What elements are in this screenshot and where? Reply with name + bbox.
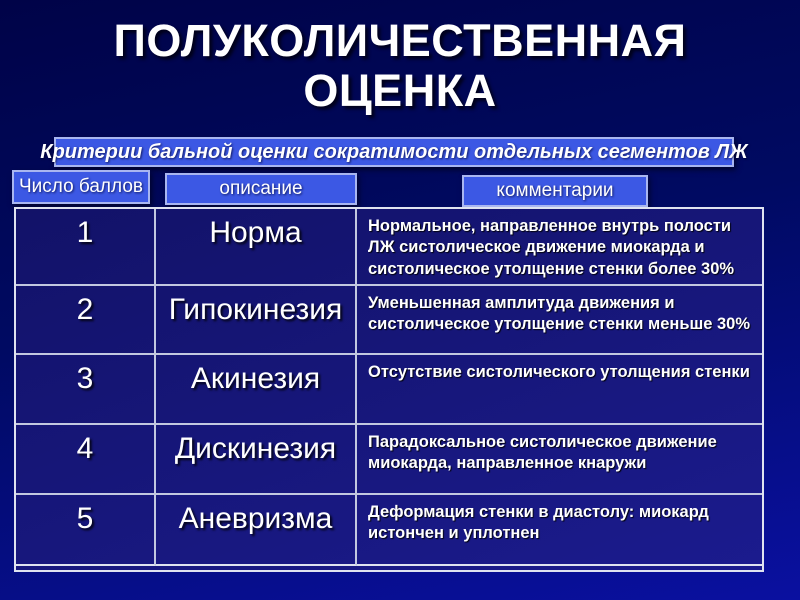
slide-title: ПОЛУКОЛИЧЕСТВЕННАЯ ОЦЕНКА [113, 15, 687, 116]
table-cell-name: Дискинезия [156, 425, 357, 495]
table-cell-name: Норма [156, 209, 357, 286]
subtitle-banner [40, 137, 748, 167]
column-header-score-label: Число баллов [19, 176, 143, 197]
table-cell-name: Акинезия [156, 355, 357, 425]
table-cell-comment: Деформация стенки в диастолу: миокард истончен и уплотнен [357, 495, 762, 566]
column-header-score [12, 170, 150, 204]
column-header-description [165, 173, 357, 205]
table-cell-comment: Парадоксальное систолическое движение миокарда, направленное кнаружи [357, 425, 762, 495]
table-cell-score: 1 [16, 209, 156, 286]
table-cell-score: 5 [16, 495, 156, 566]
subtitle-text: Критерии бальной оценки сократимости отдельных сегментов ЛЖ [40, 140, 748, 163]
scoring-table [14, 207, 764, 572]
table-cell-comment: Уменьшенная амплитуда движения и систолическое утолщение стенки меньше 30% [357, 286, 762, 355]
column-header-description-label: описание [219, 178, 303, 199]
table-cell-score: 2 [16, 286, 156, 355]
table-cell-comment: Нормальное, направленное внутрь полости ЛЖ систолическое движение миокарда и систолическое утолщение стенки более 30% [357, 209, 762, 286]
table-cell-comment: Отсутствие систолического утолщения стенки [357, 355, 762, 425]
table-cell-name: Аневризма [156, 495, 357, 566]
column-header-comments [462, 175, 648, 207]
table-cell-score: 3 [16, 355, 156, 425]
table-cell-name: Гипокинезия [156, 286, 357, 355]
table-cell-score: 4 [16, 425, 156, 495]
column-header-comments-label: комментарии [496, 180, 614, 201]
